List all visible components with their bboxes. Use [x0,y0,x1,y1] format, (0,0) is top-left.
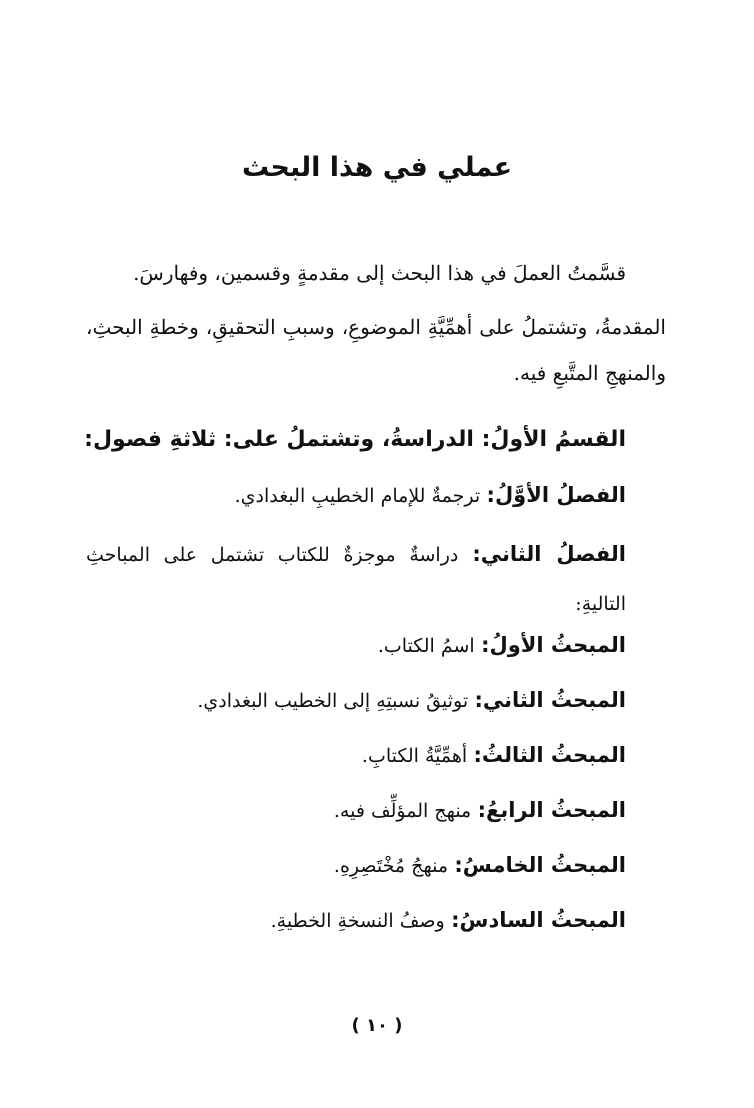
topic-item [197,680,626,721]
chapter-text: ترجمةٌ للإمام الخطيبِ البغدادي. [234,485,481,507]
topic-text: توثيقُ نسبتِهِ إلى الخطيب البغدادي. [197,690,469,712]
topic-label: المبحثُ الثالثُ: [473,743,626,767]
topic-text: أهمِّيَّةُ الكتابِ. [361,745,468,767]
topic-item [334,845,626,886]
topic-item [334,790,626,831]
topic-label: المبحثُ الثاني: [474,688,626,712]
topic-label: المبحثُ السادسُ: [451,908,626,932]
topic-text: وصفُ النسخةِ الخطيةِ. [270,910,445,932]
chapter-text: دراسةٌ موجزةٌ للكتاب تشتمل على المباحثِ التاليةِ: [86,544,626,615]
chapter-label: الفصلُ الأوَّلُ: [486,483,626,507]
topic-label: المبحثُ الخامسُ: [454,853,626,877]
chapter-item [86,530,626,628]
topic-item [271,900,626,941]
intro-detail-paragraph: المقدمةُ، وتشتملُ على أهمِّيَّةِ الموضوعِ، وسببِ التحقيقِ، وخطةِ البحثِ، والمنهجِ المتَّبعِ فيه. [86,315,666,385]
page-title: عملي في هذا البحث [241,152,513,183]
page-number: ( ١٠ ) [351,1015,403,1036]
chapter-label: الفصلُ الثاني: [472,542,626,566]
topic-label: المبحثُ الرابعُ: [477,798,626,822]
topic-label: المبحثُ الأولُ: [481,633,626,657]
topic-text: منهجُ مُخْتَصِرِهِ. [333,855,449,877]
section-one-heading: القسمُ الأولُ: الدراسةُ، وتشتملُ على: ثلاثةِ فصول: [84,427,626,452]
topic-item [378,625,626,666]
chapter-item [235,475,626,516]
topic-text: منهج المؤلِّف فيه. [333,800,472,822]
topic-text: اسمُ الكتاب. [377,635,475,657]
topic-item [362,735,626,776]
intro-paragraph: قسَّمتُ العملَ في هذا البحث إلى مقدمةٍ وقسمين، وفهارسَ. [133,261,626,285]
